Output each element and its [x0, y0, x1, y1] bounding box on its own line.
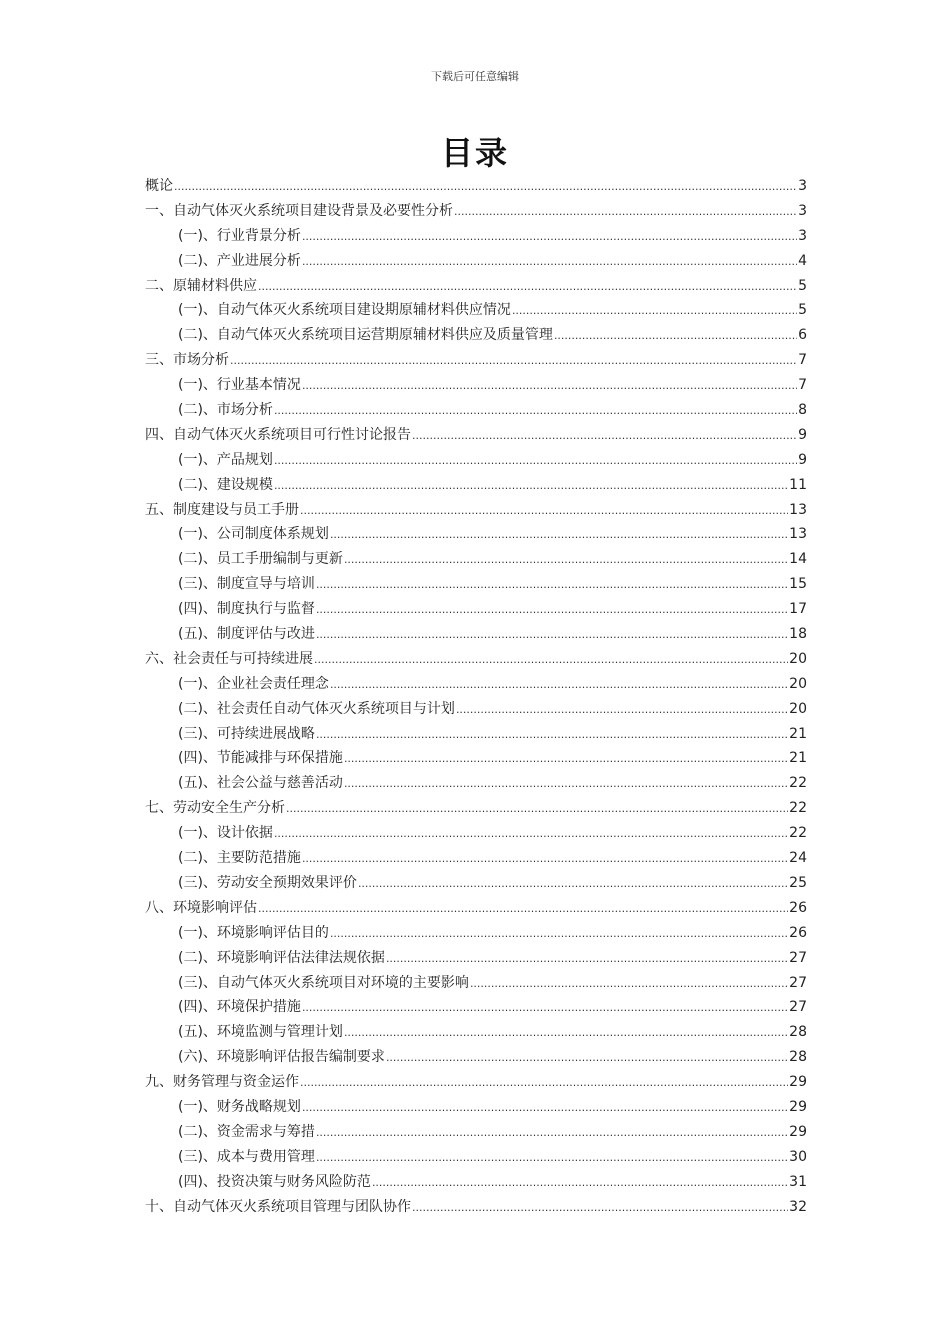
toc-entry-title: (二)、建设规模 [178, 476, 273, 493]
toc-entry[interactable] [145, 873, 807, 898]
toc-entry-page-number: 21 [789, 750, 807, 767]
toc-entry-title: (四)、环境保护措施 [178, 999, 301, 1016]
toc-entry-title: (四)、制度执行与监督 [178, 601, 315, 618]
toc-entry-title: (一)、环境影响评估目的 [178, 924, 329, 941]
toc-entry-title: (三)、成本与费用管理 [178, 1148, 315, 1165]
toc-entry-title: (四)、节能减排与环保措施 [178, 750, 343, 767]
toc-dot-leader [386, 949, 788, 969]
toc-dot-leader [344, 774, 788, 794]
toc-dot-leader [330, 525, 788, 545]
toc-entry-title: (三)、劳动安全预期效果评价 [178, 874, 357, 891]
toc-entry[interactable] [145, 649, 807, 674]
toc-entry-page-number: 27 [789, 974, 807, 991]
toc-entry[interactable] [145, 524, 807, 549]
toc-dot-leader [316, 600, 788, 620]
toc-entry[interactable] [145, 425, 807, 450]
toc-entry[interactable] [145, 1147, 807, 1172]
toc-dot-leader [344, 1023, 788, 1043]
toc-entry-title: (一)、自动气体灭火系统项目建设期原辅材料供应情况 [178, 302, 511, 319]
toc-entry[interactable] [145, 325, 807, 350]
toc-dot-leader [316, 1148, 788, 1168]
toc-entry-page-number: 8 [798, 402, 807, 419]
toc-dot-leader [258, 899, 788, 919]
toc-entry[interactable] [145, 848, 807, 873]
toc-dot-leader [302, 998, 788, 1018]
page-title: 目录 [440, 134, 509, 172]
toc-entry-page-number: 4 [798, 252, 807, 269]
toc-dot-leader [386, 1048, 788, 1068]
toc-entry-page-number: 21 [789, 725, 807, 742]
toc-entry-page-number: 9 [798, 426, 807, 443]
toc-entry[interactable] [145, 375, 807, 400]
toc-entry[interactable] [145, 1122, 807, 1147]
toc-entry[interactable] [145, 748, 807, 773]
toc-dot-leader [316, 725, 788, 745]
toc-entry-title: 六、社会责任与可持续进展 [145, 650, 313, 667]
toc-dot-leader [454, 202, 797, 222]
toc-entry-title: (三)、可持续进展战略 [178, 725, 315, 742]
toc-entry-title: 九、财务管理与资金运作 [145, 1074, 299, 1091]
toc-dot-leader [230, 351, 797, 371]
toc-entry-page-number: 7 [798, 377, 807, 394]
toc-dot-leader [470, 974, 788, 994]
toc-entry[interactable] [145, 724, 807, 749]
toc-entry-page-number: 25 [789, 874, 807, 891]
toc-entry-title: (一)、设计依据 [178, 825, 273, 842]
toc-dot-leader [412, 1198, 788, 1218]
toc-entry-page-number: 29 [789, 1123, 807, 1140]
toc-entry-page-number: 22 [789, 775, 807, 792]
toc-dot-leader [274, 824, 788, 844]
toc-entry-title: 十、自动气体灭火系统项目管理与团队协作 [145, 1198, 411, 1215]
toc-entry-page-number: 3 [798, 178, 807, 194]
toc-dot-leader [330, 924, 788, 944]
toc-entry[interactable] [145, 1097, 807, 1122]
toc-entry-page-number: 28 [789, 1049, 807, 1066]
toc-dot-leader [344, 550, 788, 570]
toc-entry-title: 五、制度建设与员工手册 [145, 501, 299, 518]
toc-entry-title: (二)、自动气体灭火系统项目运营期原辅材料供应及质量管理 [178, 327, 553, 344]
toc-entry[interactable] [145, 450, 807, 475]
toc-entry-title: (二)、产业进展分析 [178, 252, 301, 269]
toc-dot-leader [372, 1173, 788, 1193]
toc-entry-page-number: 29 [789, 1098, 807, 1115]
toc-entry-title: 二、原辅材料供应 [145, 277, 257, 294]
toc-entry-page-number: 3 [798, 202, 807, 219]
toc-entry[interactable] [145, 176, 807, 201]
toc-entry[interactable] [145, 923, 807, 948]
toc-entry[interactable] [145, 251, 807, 276]
toc-entry-page-number: 20 [789, 700, 807, 717]
toc-entry[interactable] [145, 549, 807, 574]
toc-entry-page-number: 13 [789, 501, 807, 518]
toc-entry-title: (一)、行业基本情况 [178, 377, 301, 394]
toc-entry-page-number: 13 [789, 526, 807, 543]
toc-entry[interactable] [145, 674, 807, 699]
toc-entry[interactable] [145, 475, 807, 500]
toc-dot-leader [314, 650, 788, 670]
toc-entry[interactable] [145, 948, 807, 973]
toc-entry-page-number: 20 [789, 650, 807, 667]
toc-entry-title: (二)、资金需求与筹措 [178, 1123, 315, 1140]
toc-entry-page-number: 5 [798, 302, 807, 319]
toc-entry-title: (一)、财务战略规划 [178, 1098, 301, 1115]
toc-entry[interactable] [145, 1022, 807, 1047]
toc-entry-page-number: 22 [789, 800, 807, 817]
toc-entry[interactable] [145, 201, 807, 226]
toc-entry-page-number: 24 [789, 850, 807, 867]
toc-entry-page-number: 17 [789, 601, 807, 618]
toc-entry-page-number: 32 [789, 1198, 807, 1215]
toc-entry[interactable] [145, 823, 807, 848]
toc-entry[interactable] [145, 898, 807, 923]
toc-entry[interactable] [145, 997, 807, 1022]
toc-dot-leader [302, 227, 797, 247]
toc-dot-leader [358, 874, 788, 894]
toc-dot-leader [344, 749, 788, 769]
toc-entry[interactable] [145, 699, 807, 724]
toc-entry-title: (五)、社会公益与慈善活动 [178, 775, 343, 792]
table-of-contents [145, 176, 807, 1221]
toc-dot-leader [330, 675, 788, 695]
toc-dot-leader [174, 177, 797, 197]
toc-entry[interactable] [145, 400, 807, 425]
toc-entry-title: (二)、主要防范措施 [178, 850, 301, 867]
toc-entry-page-number: 22 [789, 825, 807, 842]
toc-entry[interactable] [145, 1172, 807, 1197]
toc-dot-leader [554, 326, 797, 346]
toc-entry-title: (一)、企业社会责任理念 [178, 675, 329, 692]
toc-entry-title: 八、环境影响评估 [145, 899, 257, 916]
toc-entry[interactable] [145, 500, 807, 525]
toc-entry[interactable] [145, 350, 807, 375]
toc-entry-page-number: 26 [789, 924, 807, 941]
toc-entry[interactable] [145, 798, 807, 823]
toc-dot-leader [274, 476, 788, 496]
toc-dot-leader [258, 277, 797, 297]
toc-entry-page-number: 14 [789, 551, 807, 568]
toc-entry-page-number: 15 [789, 576, 807, 593]
toc-entry-title: (一)、产品规划 [178, 451, 273, 468]
toc-entry-title: 七、劳动安全生产分析 [145, 800, 285, 817]
toc-entry-title: (三)、制度宣导与培训 [178, 576, 315, 593]
toc-entry-title: (五)、制度评估与改进 [178, 626, 315, 643]
toc-dot-leader [302, 376, 797, 396]
toc-entry-page-number: 18 [789, 626, 807, 643]
toc-dot-leader [316, 1123, 788, 1143]
toc-entry-title: 概论 [145, 178, 173, 194]
toc-dot-leader [512, 301, 797, 321]
toc-entry-title: (一)、行业背景分析 [178, 227, 301, 244]
toc-dot-leader [274, 401, 797, 421]
toc-dot-leader [456, 700, 788, 720]
toc-dot-leader [300, 501, 788, 521]
toc-entry-title: (六)、环境影响评估报告编制要求 [178, 1049, 385, 1066]
toc-entry[interactable] [145, 300, 807, 325]
toc-entry-page-number: 3 [798, 227, 807, 244]
toc-entry-title: (二)、环境影响评估法律法规依据 [178, 949, 385, 966]
toc-entry-title: (二)、员工手册编制与更新 [178, 551, 343, 568]
toc-entry-page-number: 11 [789, 476, 807, 493]
toc-entry-title: (五)、环境监测与管理计划 [178, 1024, 343, 1041]
toc-entry-page-number: 27 [789, 999, 807, 1016]
toc-entry-title: 三、市场分析 [145, 352, 229, 369]
toc-entry-page-number: 20 [789, 675, 807, 692]
toc-entry[interactable] [145, 1047, 807, 1072]
toc-entry-title: (二)、社会责任自动气体灭火系统项目与计划 [178, 700, 455, 717]
toc-entry-page-number: 29 [789, 1074, 807, 1091]
toc-entry-page-number: 9 [798, 451, 807, 468]
toc-dot-leader [302, 1098, 788, 1118]
toc-entry[interactable] [145, 773, 807, 798]
page-header: 下载后可任意编辑 [431, 70, 519, 83]
toc-entry-title: (四)、投资决策与财务风险防范 [178, 1173, 371, 1190]
toc-entry-title: (三)、自动气体灭火系统项目对环境的主要影响 [178, 974, 469, 991]
toc-entry-title: (二)、市场分析 [178, 402, 273, 419]
toc-dot-leader [286, 799, 788, 819]
toc-entry[interactable] [145, 574, 807, 599]
toc-entry-page-number: 31 [789, 1173, 807, 1190]
toc-dot-leader [316, 625, 788, 645]
toc-entry-page-number: 30 [789, 1148, 807, 1165]
toc-entry-page-number: 28 [789, 1024, 807, 1041]
toc-entry[interactable] [145, 1197, 807, 1222]
toc-dot-leader [412, 426, 797, 446]
toc-entry-page-number: 7 [798, 352, 807, 369]
toc-dot-leader [302, 849, 788, 869]
toc-dot-leader [300, 1073, 788, 1093]
toc-entry-page-number: 26 [789, 899, 807, 916]
toc-entry[interactable] [145, 1072, 807, 1097]
toc-dot-leader [274, 451, 797, 471]
toc-dot-leader [316, 575, 788, 595]
toc-entry[interactable] [145, 624, 807, 649]
toc-entry[interactable] [145, 226, 807, 251]
toc-dot-leader [302, 252, 797, 272]
toc-entry-page-number: 6 [798, 327, 807, 344]
toc-entry-page-number: 5 [798, 277, 807, 294]
toc-entry[interactable] [145, 973, 807, 998]
toc-entry-title: (一)、公司制度体系规划 [178, 526, 329, 543]
toc-entry[interactable] [145, 599, 807, 624]
toc-entry-page-number: 27 [789, 949, 807, 966]
toc-entry[interactable] [145, 276, 807, 301]
toc-entry-title: 一、自动气体灭火系统项目建设背景及必要性分析 [145, 202, 453, 219]
toc-entry-title: 四、自动气体灭火系统项目可行性讨论报告 [145, 426, 411, 443]
